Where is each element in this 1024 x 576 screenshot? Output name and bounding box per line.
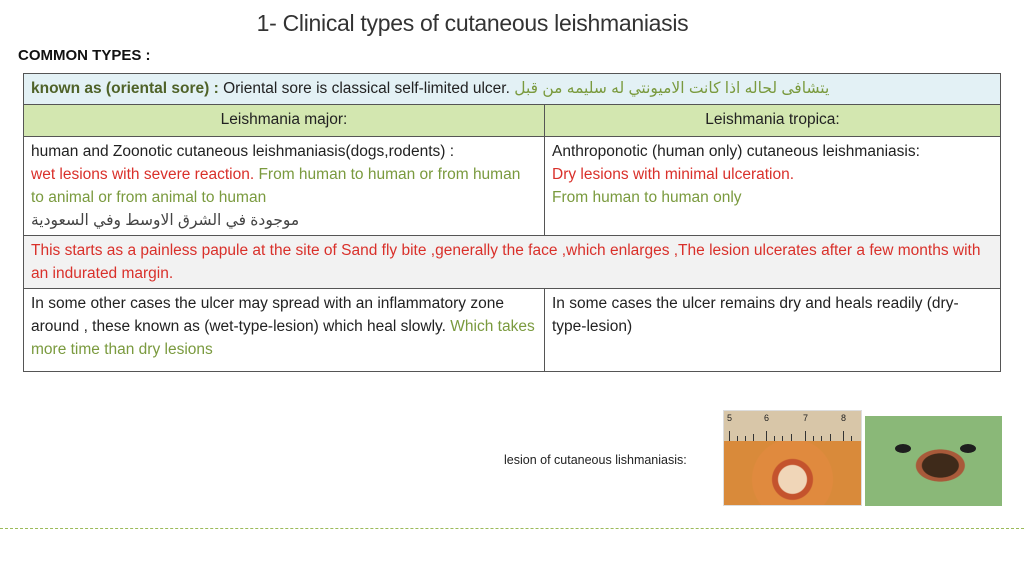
ruler xyxy=(724,411,861,441)
face-eye xyxy=(895,444,911,453)
slide-title: 1- Clinical types of cutaneous leishmaniasis xyxy=(256,10,689,36)
lesion-photo-face xyxy=(865,416,1002,506)
tropica-red-text: Dry lesions with minimal ulceration. xyxy=(552,166,795,183)
table-row xyxy=(24,289,1001,372)
major-red-text: wet lesions with severe reaction. xyxy=(31,166,255,183)
types-table xyxy=(23,73,1001,372)
known-as-arabic-note: يتشافى لحاله اذا كانت الاميونتي له سليمه من قبل xyxy=(514,80,830,97)
known-as-cell xyxy=(24,74,1001,105)
face-eye xyxy=(960,444,976,453)
major-arabic-note: موجودة في الشرق الاوسط وفي السعودية xyxy=(31,212,300,229)
tropica-description-cell xyxy=(545,137,1001,236)
ruler-label: 6 xyxy=(764,413,770,423)
common-types-label: COMMON TYPES : xyxy=(18,47,151,64)
tropica-line1: Anthroponotic (human only) cutaneous leishmaniasis: xyxy=(552,143,920,160)
table-row xyxy=(24,137,1001,236)
major-line1: human and Zoonotic cutaneous leishmaniasis(dogs,rodents) : xyxy=(31,143,455,160)
ruler-label: 8 xyxy=(841,413,847,423)
known-as-row xyxy=(24,74,1001,105)
header-row xyxy=(24,105,1001,137)
ruler-label: 5 xyxy=(727,413,733,423)
major-description-cell xyxy=(24,137,545,236)
known-as-label: known as (oriental sore) : xyxy=(31,80,219,97)
image-caption: lesion of cutaneous lishmaniasis: xyxy=(504,453,687,467)
band-row xyxy=(24,236,1001,289)
known-as-text: Oriental sore is classical self-limited ulcer. xyxy=(218,80,510,97)
major-olive-text: From human to human or from human to animal or from animal to human xyxy=(31,166,521,206)
band-text: This starts as a painless papule at the site of Sand fly bite ,generally the face ,which enlarges ,The lesion ulcerates after a few months with an indurated margin. xyxy=(31,242,981,282)
footer-divider xyxy=(0,528,1024,529)
dry-lesion-text: In some cases the ulcer remains dry and heals readily (dry-type-lesion) xyxy=(552,295,959,335)
header-leishmania-tropica: Leishmania tropica: xyxy=(545,105,1001,137)
wet-lesion-cell xyxy=(24,289,545,372)
wet-lesion-olive-text: Which takes more time than dry lesions xyxy=(31,318,535,358)
tropica-olive-text: From human to human only xyxy=(552,189,742,206)
dry-lesion-cell xyxy=(545,289,1001,372)
lesion-photo-ruler xyxy=(723,410,862,506)
ruler-label: 7 xyxy=(803,413,809,423)
wet-lesion-text: In some other cases the ulcer may spread with an inflammatory zone around , these known as (wet-type-lesion) which heal slowly. xyxy=(31,295,504,335)
header-leishmania-major: Leishmania major: xyxy=(24,105,545,137)
lesion-skin xyxy=(724,441,861,505)
band-cell xyxy=(24,236,1001,289)
